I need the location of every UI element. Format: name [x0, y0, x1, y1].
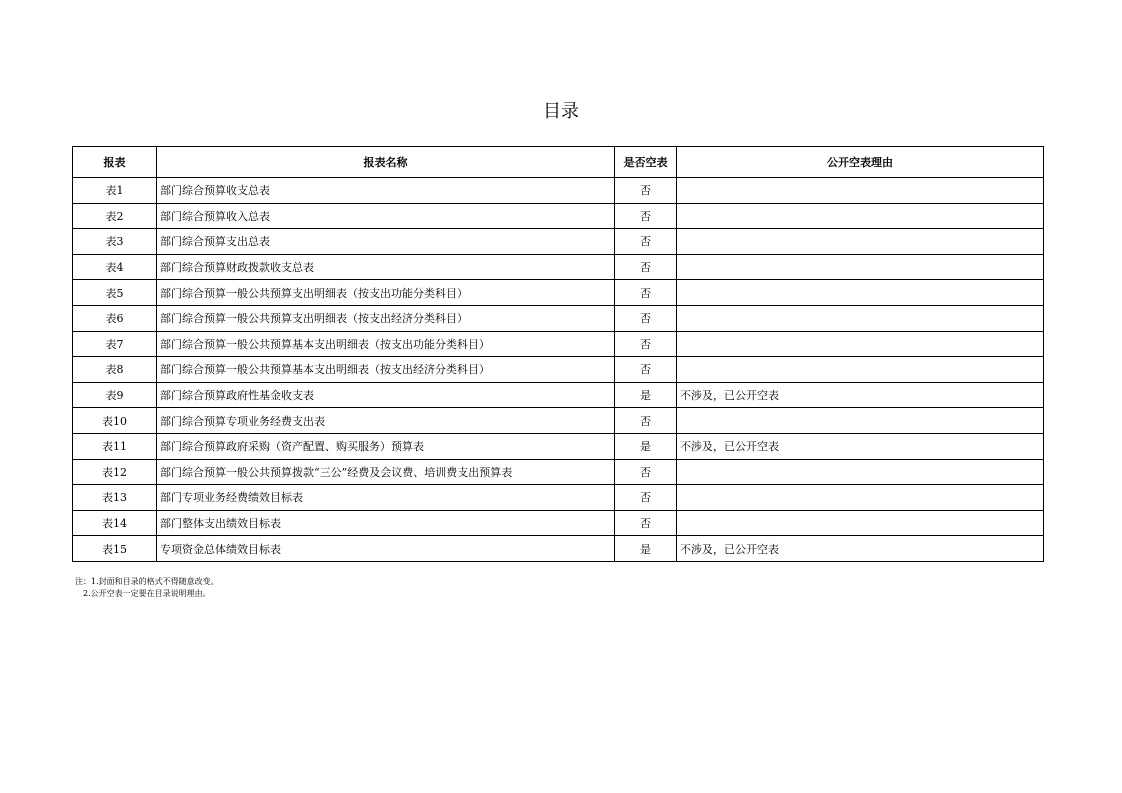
- cell-report-name: 部门综合预算专项业务经费支出表: [157, 408, 615, 434]
- cell-report-name: 部门整体支出绩效目标表: [157, 510, 615, 536]
- cell-report-no: 表1: [73, 178, 157, 204]
- page-title: 目录: [543, 101, 579, 122]
- table-row: [73, 229, 1044, 255]
- cell-is-empty: 否: [615, 357, 677, 383]
- cell-is-empty: 否: [615, 485, 677, 511]
- cell-reason: [677, 408, 1044, 434]
- cell-is-empty: 否: [615, 408, 677, 434]
- cell-is-empty: 是: [615, 536, 677, 562]
- cell-is-empty: 否: [615, 510, 677, 536]
- cell-report-no: 表5: [73, 280, 157, 306]
- table-row: [73, 485, 1044, 511]
- note-2: 2.公开空表一定要在目录说明理由。: [83, 589, 211, 598]
- cell-reason: [677, 305, 1044, 331]
- table-row: [73, 203, 1044, 229]
- table-row: [73, 178, 1044, 204]
- header-report-no: 报表: [73, 147, 157, 178]
- table-row: [73, 408, 1044, 434]
- cell-report-name: 专项资金总体绩效目标表: [157, 536, 615, 562]
- cell-report-name: 部门综合预算政府性基金收支表: [157, 382, 615, 408]
- cell-report-no: 表8: [73, 357, 157, 383]
- cell-report-name: 部门综合预算一般公共预算基本支出明细表（按支出经济分类科目）: [157, 357, 615, 383]
- cell-reason: [677, 229, 1044, 255]
- table-body: [73, 178, 1044, 562]
- table-row: [73, 254, 1044, 280]
- cell-report-no: 表3: [73, 229, 157, 255]
- cell-is-empty: 否: [615, 229, 677, 255]
- table-header-row: [73, 147, 1044, 178]
- cell-is-empty: 否: [615, 305, 677, 331]
- table-row: [73, 382, 1044, 408]
- notes: [75, 576, 219, 600]
- cell-is-empty: 否: [615, 203, 677, 229]
- cell-is-empty: 是: [615, 433, 677, 459]
- header-is-empty: 是否空表: [615, 147, 677, 178]
- cell-report-name: 部门综合预算一般公共预算拨款“三公”经费及会议费、培训费支出预算表: [157, 459, 615, 485]
- cell-reason: [677, 510, 1044, 536]
- table-row: [73, 331, 1044, 357]
- table-row: [73, 536, 1044, 562]
- cell-report-name: 部门综合预算收入总表: [157, 203, 615, 229]
- cell-is-empty: 否: [615, 254, 677, 280]
- cell-reason: [677, 203, 1044, 229]
- cell-report-no: 表2: [73, 203, 157, 229]
- cell-report-no: 表12: [73, 459, 157, 485]
- cell-report-no: 表14: [73, 510, 157, 536]
- catalog-table: [72, 146, 1044, 562]
- cell-report-no: 表9: [73, 382, 157, 408]
- header-reason: 公开空表理由: [677, 147, 1044, 178]
- note-1: 注：1.封面和目录的格式不得随意改变。: [75, 577, 219, 586]
- cell-reason: 不涉及，已公开空表: [677, 433, 1044, 459]
- cell-is-empty: 是: [615, 382, 677, 408]
- cell-report-no: 表4: [73, 254, 157, 280]
- cell-reason: [677, 357, 1044, 383]
- cell-report-no: 表6: [73, 305, 157, 331]
- cell-reason: 不涉及，已公开空表: [677, 382, 1044, 408]
- cell-report-no: 表7: [73, 331, 157, 357]
- table-row: [73, 459, 1044, 485]
- table-row: [73, 305, 1044, 331]
- cell-report-name: 部门综合预算收支总表: [157, 178, 615, 204]
- cell-report-name: 部门专项业务经费绩效目标表: [157, 485, 615, 511]
- cell-is-empty: 否: [615, 178, 677, 204]
- cell-report-no: 表11: [73, 433, 157, 459]
- cell-reason: 不涉及，已公开空表: [677, 536, 1044, 562]
- cell-is-empty: 否: [615, 331, 677, 357]
- cell-report-no: 表15: [73, 536, 157, 562]
- table-row: [73, 280, 1044, 306]
- cell-is-empty: 否: [615, 280, 677, 306]
- cell-report-no: 表10: [73, 408, 157, 434]
- cell-is-empty: 否: [615, 459, 677, 485]
- cell-reason: [677, 459, 1044, 485]
- table-row: [73, 433, 1044, 459]
- cell-report-name: 部门综合预算一般公共预算支出明细表（按支出功能分类科目）: [157, 280, 615, 306]
- header-report-name: 报表名称: [157, 147, 615, 178]
- cell-reason: [677, 254, 1044, 280]
- cell-report-name: 部门综合预算财政拨款收支总表: [157, 254, 615, 280]
- cell-reason: [677, 485, 1044, 511]
- table-row: [73, 510, 1044, 536]
- cell-report-no: 表13: [73, 485, 157, 511]
- cell-report-name: 部门综合预算政府采购（资产配置、购买服务）预算表: [157, 433, 615, 459]
- cell-report-name: 部门综合预算一般公共预算基本支出明细表（按支出功能分类科目）: [157, 331, 615, 357]
- cell-reason: [677, 331, 1044, 357]
- table-row: [73, 357, 1044, 383]
- cell-reason: [677, 280, 1044, 306]
- cell-report-name: 部门综合预算支出总表: [157, 229, 615, 255]
- cell-report-name: 部门综合预算一般公共预算支出明细表（按支出经济分类科目）: [157, 305, 615, 331]
- cell-reason: [677, 178, 1044, 204]
